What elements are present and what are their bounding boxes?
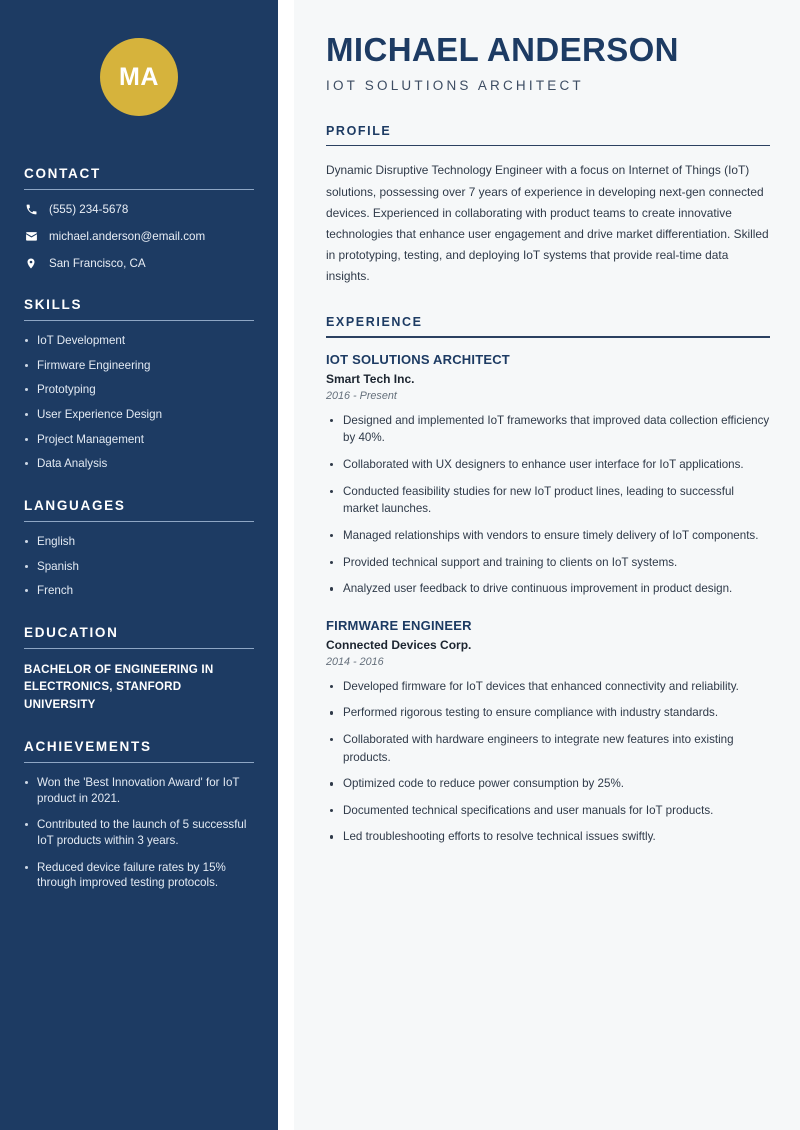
education-heading: EDUCATION xyxy=(24,624,119,640)
main-content xyxy=(294,0,800,1130)
job-bullet-list xyxy=(326,412,770,598)
languages-list xyxy=(24,534,254,599)
list-item: Performed rigorous testing to ensure compliance with industry standards. xyxy=(326,704,770,722)
experience-divider xyxy=(326,336,770,337)
job-title: FIRMWARE ENGINEER xyxy=(326,617,472,633)
skills-heading: SKILLS xyxy=(24,297,83,313)
skills-list xyxy=(24,333,254,472)
contact-divider xyxy=(24,189,254,190)
contact-email-value: michael.anderson@email.com xyxy=(49,230,206,244)
achievements-divider xyxy=(24,762,254,763)
education-entry: BACHELOR OF ENGINEERING IN ELECTRONICS, STANFORD UNIVERSITY xyxy=(24,662,214,711)
main-section-profile xyxy=(326,124,770,288)
sidebar-section-achievements xyxy=(24,739,254,891)
sidebar-section-languages xyxy=(24,498,254,599)
skills-divider xyxy=(24,320,254,321)
contact-item-location[interactable] xyxy=(24,256,254,271)
list-item: Optimized code to reduce power consumption by 25%. xyxy=(326,775,770,793)
experience-heading: EXPERIENCE xyxy=(326,315,423,330)
list-item: Contributed to the launch of 5 successful IoT products within 3 years. xyxy=(24,817,254,848)
avatar-container xyxy=(24,0,254,166)
list-item: Provided technical support and training to clients on IoT systems. xyxy=(326,554,770,572)
contact-location-value: San Francisco, CA xyxy=(49,257,146,271)
job-role-subtitle: IOT SOLUTIONS ARCHITECT xyxy=(326,77,584,93)
list-item: Project Management xyxy=(24,432,254,448)
experience-entry xyxy=(326,618,770,846)
list-item: Spanish xyxy=(24,559,254,575)
avatar-initials: MA xyxy=(119,62,159,91)
list-item: Designed and implemented IoT frameworks that improved data collection efficiency by 40%. xyxy=(326,412,770,447)
job-dates: 2014 - 2016 xyxy=(326,655,384,668)
list-item: Won the 'Best Innovation Award' for IoT product in 2021. xyxy=(24,775,254,806)
list-item: IoT Development xyxy=(24,333,254,349)
achievements-heading: ACHIEVEMENTS xyxy=(24,739,152,755)
achievements-list xyxy=(24,775,254,891)
list-item: User Experience Design xyxy=(24,407,254,423)
list-item: Analyzed user feedback to drive continuous improvement in product design. xyxy=(326,580,770,598)
sidebar-section-education xyxy=(24,625,254,713)
envelope-icon xyxy=(24,230,38,243)
languages-divider xyxy=(24,521,254,522)
list-item: Data Analysis xyxy=(24,456,254,472)
job-company: Smart Tech Inc. xyxy=(326,371,415,386)
profile-heading: PROFILE xyxy=(326,123,392,138)
list-item: English xyxy=(24,534,254,550)
list-item: Collaborated with hardware engineers to integrate new features into existing products. xyxy=(326,731,770,766)
list-item: Prototyping xyxy=(24,382,254,398)
sidebar-section-skills xyxy=(24,297,254,472)
experience-entry xyxy=(326,352,770,598)
list-item: Managed relationships with vendors to ensure timely delivery of IoT components. xyxy=(326,527,770,545)
avatar xyxy=(100,38,178,116)
profile-text: Dynamic Disruptive Technology Engineer with a focus on Internet of Things (IoT) solutions, possessing over 7 years of experience in developing next-gen connected devices. Experienced in collaborating with product teams to create innovative technologies that enhance user engagement and drive market differentiation. Skilled in prototyping, testing, and deploying IoT systems that provide real-time data insights. xyxy=(326,163,769,284)
job-bullet-list xyxy=(326,678,770,846)
list-item: Collaborated with UX designers to enhance user interface for IoT applications. xyxy=(326,456,770,474)
list-item: Firmware Engineering xyxy=(24,358,254,374)
job-title: IOT SOLUTIONS ARCHITECT xyxy=(326,351,510,367)
list-item: Conducted feasibility studies for new IoT product lines, leading to successful market launches. xyxy=(326,483,770,518)
location-pin-icon xyxy=(24,257,38,270)
profile-divider xyxy=(326,145,770,146)
contact-phone-value: (555) 234-5678 xyxy=(49,203,129,216)
education-divider xyxy=(24,648,254,649)
sidebar-section-contact xyxy=(24,166,254,271)
page-title: MICHAEL ANDERSON xyxy=(326,31,679,68)
main-section-experience xyxy=(326,315,770,846)
contact-heading: CONTACT xyxy=(24,166,101,181)
list-item: French xyxy=(24,583,254,599)
phone-icon xyxy=(24,203,38,216)
contact-item-phone[interactable] xyxy=(24,202,254,217)
list-item: Led troubleshooting efforts to resolve technical issues swiftly. xyxy=(326,828,770,846)
job-dates: 2016 - Present xyxy=(326,389,397,402)
languages-heading: LANGUAGES xyxy=(24,498,126,514)
list-item: Developed firmware for IoT devices that enhanced connectivity and reliability. xyxy=(326,678,770,696)
sidebar xyxy=(0,0,278,1130)
sidebar-gutter xyxy=(278,0,294,1130)
job-company: Connected Devices Corp. xyxy=(326,637,472,652)
list-item: Documented technical specifications and user manuals for IoT products. xyxy=(326,802,770,820)
contact-item-email[interactable] xyxy=(24,229,254,244)
list-item: Reduced device failure rates by 15% through improved testing protocols. xyxy=(24,860,254,891)
